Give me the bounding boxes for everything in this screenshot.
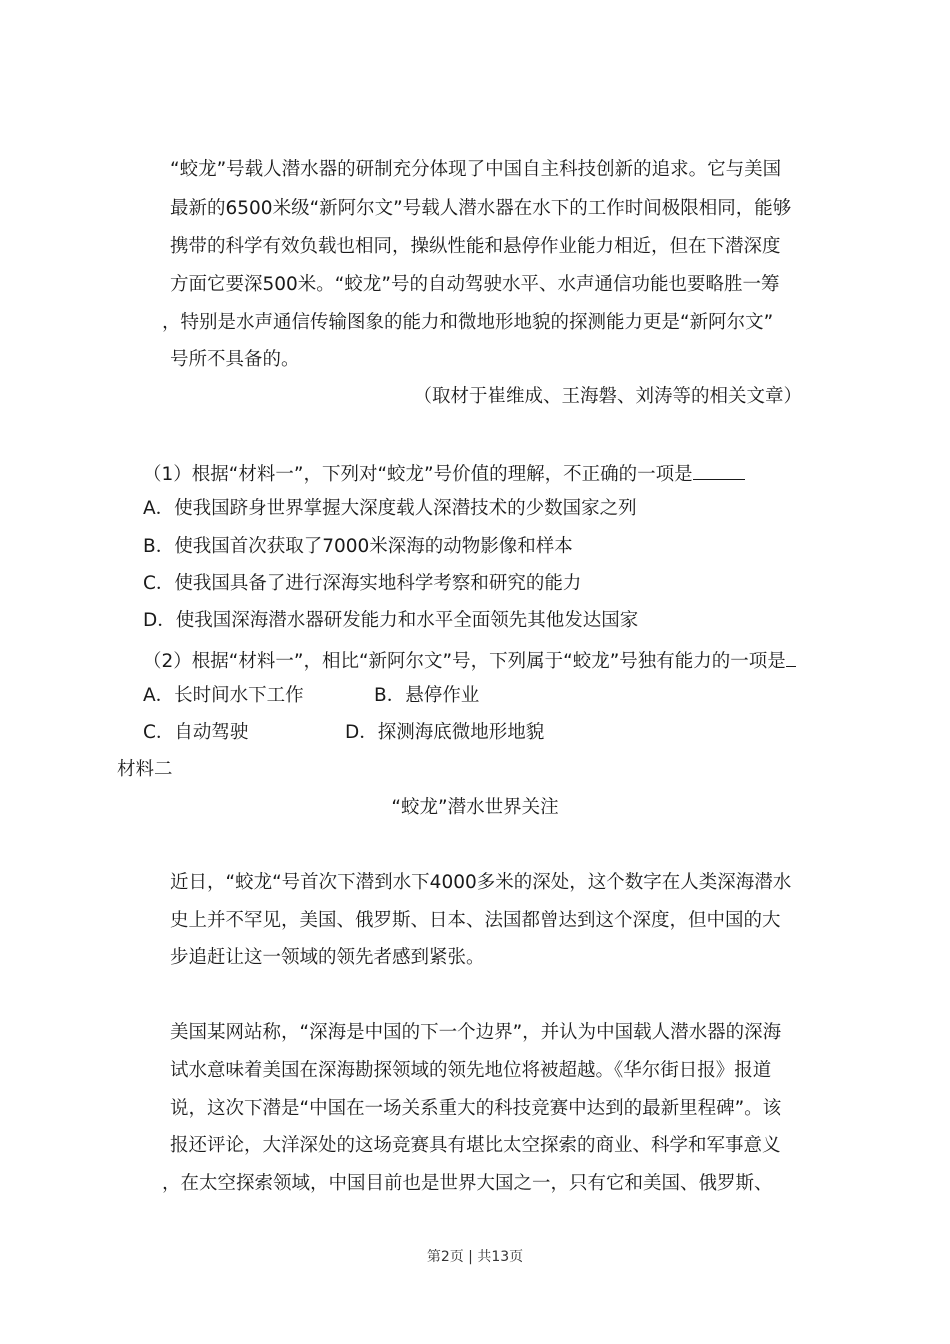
material2-label: 材料二 [117, 759, 173, 780]
question2-option-b: B．悬停作业 [374, 685, 480, 706]
question1-option-b: B．使我国首次获取了7000米深海的动物影像和样本 [143, 536, 573, 557]
answer-blank [693, 459, 745, 480]
question2-option-d: D．探测海底微地形地貌 [345, 722, 545, 743]
material2-p2-line-4: 报还评论，大洋深处的这场竞赛具有堪比太空探索的商业、科学和军事意义 [170, 1135, 781, 1156]
question2-stem-text: （2）根据“材料一”，相比“新阿尔文”号，下列属于“蛟龙”号独有能力的一项是 [143, 651, 786, 672]
material1-line-3: 携带的科学有效负载也相同，操纵性能和悬停作业能力相近，但在下潜深度 [170, 236, 781, 257]
material1-line-1: “蛟龙”号载人潜水器的研制充分体现了中国自主科技创新的追求。它与美国 [170, 159, 782, 180]
material1-line-2: 最新的6500米级“新阿尔文”号载人潜水器在水下的工作时间极限相同，能够 [170, 198, 792, 219]
question1-stem-text: （1）根据“材料一”，下列对“蛟龙”号价值的理解，不正确的一项是 [143, 464, 693, 485]
material2-p2-line-5: ，在太空探索领域，中国目前也是世界大国之一，只有它和美国、俄罗斯、 [162, 1173, 773, 1194]
material1-line-4: 方面它要深500米。“蛟龙”号的自动驾驶水平、水声通信功能也要略胜一筹 [170, 274, 780, 295]
material2-p1-line-2: 史上并不罕见，美国、俄罗斯、日本、法国都曾达到这个深度，但中国的大 [170, 910, 781, 931]
material2-p2-line-2: 试水意味着美国在深海勘探领域的领先地位将被超越。《华尔街日报》报道 [170, 1060, 772, 1081]
question1-stem [143, 459, 745, 488]
page-number: 第2页 | 共13页 [426, 1249, 524, 1265]
material1-line-5: ，特别是水声通信传输图象的能力和微地形地貌的探测能力更是“新阿尔文” [162, 312, 774, 333]
material2-p2-line-1: 美国某网站称，“深海是中国的下一个边界”，并认为中国载人潜水器的深海 [170, 1022, 782, 1043]
question1-option-c: C．使我国具备了进行深海实地科学考察和研究的能力 [143, 573, 582, 594]
material2-p2-line-3: 说，这次下潜是“中国在一场关系重大的科技竞赛中达到的最新里程碑”。该 [170, 1098, 782, 1119]
material1-line-6: 号所不具备的。 [170, 349, 300, 370]
question1-option-d: D．使我国深海潜水器研发能力和水平全面领先其他发达国家 [143, 610, 639, 631]
material2-p1-line-1: 近日，“蛟龙“号首次下潜到水下4000多米的深处，这个数字在人类深海潜水 [170, 872, 792, 893]
material2-p1-line-3: 步追赶让这一领域的领先者感到紧张。 [170, 947, 485, 968]
question1-option-a: A．使我国跻身世界掌握大深度载人深潜技术的少数国家之列 [143, 498, 637, 519]
material1-source: （取材于崔维成、王海磐、刘涛等的相关文章） [413, 386, 802, 407]
question2-option-a: A．长时间水下工作 [143, 685, 304, 706]
material2-title: “蛟龙”潜水世界关注 [391, 797, 559, 818]
question2-option-c: C．自动驾驶 [143, 722, 249, 743]
question2-stem [143, 646, 796, 675]
answer-blank [786, 646, 796, 667]
